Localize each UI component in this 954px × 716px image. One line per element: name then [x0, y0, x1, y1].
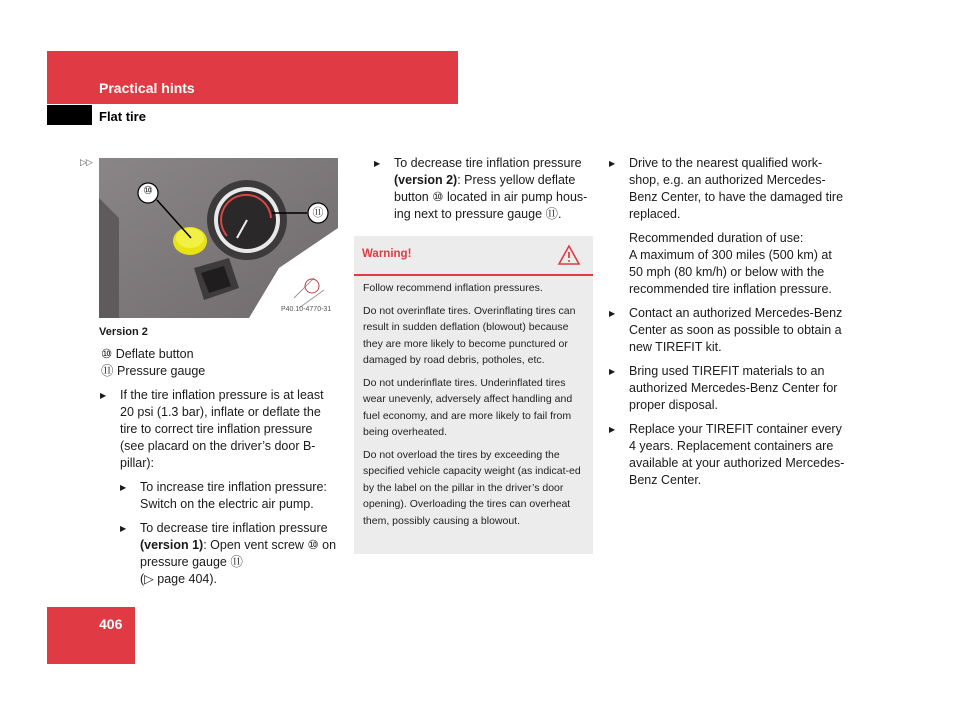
- warning-body: [363, 280, 587, 535]
- bullet-icon: ▶: [609, 159, 616, 168]
- list-item: ▶ Drive to the nearest qualified work-shop, e.g. an authorized Mercedes-Benz Center, to have the damaged tire replaced.: [609, 156, 844, 221]
- warning-paragraph: Do not underinflate tires. Underinflated tires wear unevenly, adversely affect handling and fuel economy, and are more likely to fail from being overheated.: [363, 376, 573, 438]
- bullet-icon: ▶: [120, 524, 127, 533]
- list-item: ▶ To increase tire inflation pressure: Switch on the electric air pump.: [120, 480, 327, 511]
- bullet-icon: ▶: [374, 159, 381, 168]
- column-2-bullet: [374, 155, 596, 223]
- figure-caption: Version 2: [99, 326, 148, 338]
- list-item: ▶ Contact an authorized Mercedes-Benz Center as soon as possible to obtain a new TIREFIT kit.: [609, 306, 843, 354]
- legend-item-10: ⑩ Deflate button: [101, 347, 194, 361]
- column-1: [100, 387, 340, 588]
- list-item: ▶ Bring used TIREFIT materials to an authorized Mercedes-Benz Center for proper disposal.: [609, 364, 838, 412]
- warning-paragraph: Follow recommend inflation pressures.: [363, 282, 543, 294]
- list-item: ▶ If the tire inflation pressure is at least 20 psi (1.3 bar), inflate or deflate the tire to correct tire inflation pressure (see placard on the driver’s door B-pillar):: [100, 388, 324, 470]
- bullet-icon: ▶: [100, 391, 107, 400]
- legend-item-11: ⑪ Pressure gauge: [101, 364, 206, 378]
- column-3: [609, 155, 849, 489]
- image-code: P40.10-4770-31: [281, 306, 332, 313]
- list-item: ▶ Replace your TIREFIT container every 4 years. Replacement containers are available at your authorized Mercedes-Benz Center.: [609, 422, 845, 487]
- callout-10: ⑩: [143, 185, 153, 197]
- chapter-tab: [47, 105, 92, 125]
- warning-paragraph: Do not overload the tires by exceeding the specified vehicle capacity weight (as indicat-ed by the label on the pillar in the driver’s door opening). Overloading the tires can overheat them, possibly causing a blowout.: [363, 448, 581, 527]
- air-pump-figure: [99, 158, 338, 318]
- legend-list: [101, 346, 341, 380]
- header-band: [47, 51, 458, 104]
- warning-box: [354, 236, 593, 554]
- recommended-duration: Recommended duration of use: A maximum of 300 miles (500 km) at 50 mph (80 km/h) or below with the recommended tire inflation pressure.: [629, 231, 832, 296]
- warning-title: Warning!: [362, 248, 412, 260]
- warning-triangle-icon: [557, 244, 581, 266]
- page-number: 406: [99, 616, 123, 632]
- list-item: ▶ To decrease tire inflation pressure (version 1): Open vent screw ⑩ on pressure gauge ⑪ (▷ page 404).: [120, 521, 337, 586]
- list-item: ▶ To decrease tire inflation pressure (version 2): Press yellow deflate button ⑩ located in air pump hous-ing next to pressure gauge ⑪.: [374, 156, 588, 221]
- section-title: Practical hints: [99, 80, 195, 96]
- continued-marker: ▷▷: [80, 157, 92, 167]
- warning-header: [354, 236, 593, 276]
- bullet-icon: ▶: [609, 425, 616, 434]
- warning-paragraph: Do not overinflate tires. Overinflating tires can result in sudden deflation (blowout) because they are more likely to become punctured or damaged by road debris, potholes, etc.: [363, 304, 576, 366]
- bullet-icon: ▶: [609, 367, 616, 376]
- callout-11: ⑪: [312, 207, 324, 219]
- bullet-icon: ▶: [120, 483, 127, 492]
- sub-title: Flat tire: [99, 109, 146, 124]
- bullet-icon: ▶: [609, 309, 616, 318]
